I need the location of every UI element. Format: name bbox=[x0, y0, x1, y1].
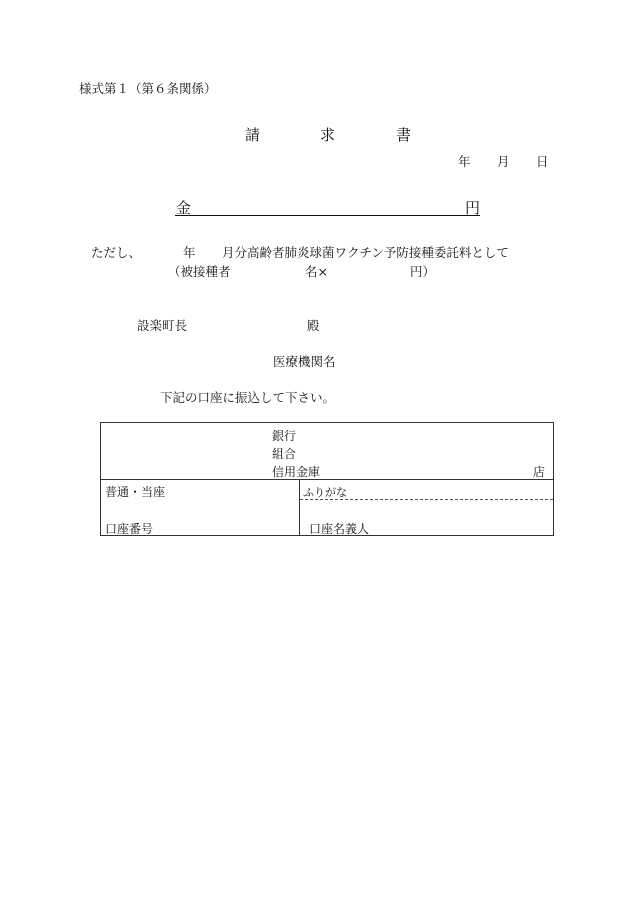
furigana-label: ふりがな bbox=[303, 486, 347, 499]
union-label: 組合 bbox=[272, 447, 297, 461]
note-purpose: 月分高齢者肺炎球菌ワクチン予防接種委託料として bbox=[222, 245, 509, 260]
note-unit-price: 円） bbox=[410, 264, 436, 279]
note-recipients: （被接種者 bbox=[168, 264, 231, 279]
addressee-honorific: 殿 bbox=[307, 318, 320, 333]
date-month: 月 bbox=[497, 154, 510, 169]
branch-label: 店 bbox=[533, 465, 546, 479]
bank-label: 銀行 bbox=[272, 429, 297, 443]
account-type-label: 普通・当座 bbox=[105, 485, 166, 499]
note-prefix: ただし、 bbox=[91, 245, 142, 260]
bank-account-table bbox=[100, 422, 554, 536]
transfer-instruction: 下記の口座に振込して下さい。 bbox=[160, 390, 336, 405]
account-holder-label: 口座名義人 bbox=[309, 522, 370, 536]
amount-prefix: 金 bbox=[176, 199, 192, 217]
form-number: 様式第１（第６条関係） bbox=[79, 81, 217, 96]
amount-suffix: 円 bbox=[465, 199, 481, 217]
addressee-name: 設楽町長 bbox=[137, 318, 188, 333]
table-divider-vertical bbox=[299, 479, 300, 535]
date-year: 年 bbox=[458, 154, 471, 169]
date-day: 日 bbox=[536, 154, 549, 169]
table-divider-horizontal bbox=[101, 479, 553, 480]
institution-label: 医療機関名 bbox=[273, 354, 336, 369]
account-number-label: 口座番号 bbox=[105, 522, 154, 536]
note-year: 年 bbox=[183, 245, 196, 260]
title-char-3: 書 bbox=[396, 126, 412, 144]
title-char-2: 求 bbox=[320, 126, 336, 144]
amount-underline bbox=[175, 215, 480, 216]
shinkin-label: 信用金庫 bbox=[272, 465, 321, 479]
note-count: 名× bbox=[305, 264, 328, 279]
title-char-1: 請 bbox=[245, 126, 261, 144]
